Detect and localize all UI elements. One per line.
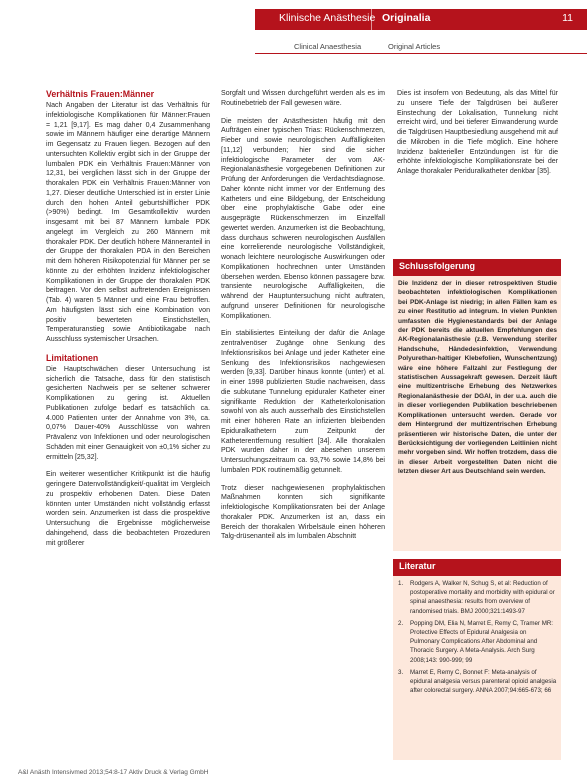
- literature-heading: Literatur: [393, 559, 561, 576]
- header-rule: [255, 53, 587, 54]
- page-number: 11: [562, 12, 573, 24]
- reference-item: [398, 619, 557, 665]
- conclusion-box: [393, 259, 561, 551]
- paragraph: Ein stabilisiertes Einteilung der dafür die Anlage zentralvenöser Zugänge ohne Senkung des Infektionsrisikos bei Anlage und jeder Katheter eine Senkung des Infektionsrisikos nachgewiesen werden [9,33]. Darüber hinaus konnte (unter) et al. in einer 1998 publizierten Studie nachweisen, dass die subkutane Tunnelung epiduraler Katheter einer signifikante Reduktion der Katheterkolonisation sowohl von als auch ausserhalb des Einstichstellen mit einer höheren Rate an infizierten bleibenden Epiduralkathetern zum Zeitpunkt der Katheterentfernung resultiert [34]. Alle thorakalen PDK wurden daher in der abesehen unserem Untersuchungszeitraum ca. 93,7% sowie 14,8% bei lumbalen PDK routinemäßig getunnelt.: [221, 330, 385, 474]
- reference-number: 3.: [398, 668, 404, 676]
- section-title: Klinische Anästhesie: [279, 12, 376, 24]
- heading-limitations: Limitationen: [46, 352, 99, 363]
- paragraph: Die meisten der Anästhesisten häufig mit den Aufträgen einer typischen Trias: Rückenschmerzen, Fieber und sowie neurologischen Auffälligkeiten [11,12] verbunden; hier sind die sicher infektiologische Parameter der vom AK-Regionalanästhesie vorgegebenen Definitionen zur Prüfung der Anforderungen die Verdachtsdiagnose. Daher könnte nicht immer vor der Entfernung des Katheters und eine Bildgebung, der Entscheidung über eine prophylaktische Gabe oder eine ausgeprägte Rückenschmerzen im Einzelfall gewertet werden. Anzumerken ist die Beobachtung, dass durchaus schweren neurologischen Ausfällen eine korrelierende neurologische Vollständigkeit, wonach leichtere neurologische Auswirkungen oder Komplikationen hochrechnen unter Umständen übersehen werden. Ebenso können passagere bzw. transiente neurologische Auffälligkeiten, die während der Hauptuntersuchung nicht auftraten, aufgrund unserer Definitionen für neurologische Komplikationen.: [221, 117, 385, 320]
- reference-number: 1.: [398, 580, 404, 587]
- paragraph: Ein weiterer wesentlicher Kritikpunkt ist die häufig geringere Datenvollständigkeit/-qualität im Vergleich zu prospektiv erhobenen Daten. Diese Daten könnten unter Umständen nicht vollständig erfasst worden sein. Anzumerken ist dass die prospektive Untersuchung die Ergebnisse möglicherweise dahingehend, dass die beobachteten Prozeduren mit größerer: [46, 471, 210, 547]
- column-right: [397, 89, 558, 185]
- article-type-en: Original Articles: [388, 42, 441, 51]
- reference-item: [398, 579, 557, 616]
- literature-box: [393, 559, 561, 760]
- reference-text: Marret E, Remy C, Bonnet F: Meta-analysis of epidural analgesia versus parenteral opioid analgesia after colorectal surgery. ANNA 2007;94:665-673; 66: [410, 668, 557, 695]
- conclusion-heading: Schlussfolgerung: [393, 259, 561, 276]
- reference-text: Popping DM, Elia N, Marret E, Remy C, Tramer MR: Protective Effects of Epidural Analgesia on Pulmonary Complications After Abdominal and Thoracic Surgery. A Meta-Analysis. Arch Surg 2008;143: 990-999; 99: [410, 619, 554, 664]
- paragraph: Nach Angaben der Literatur ist das Verhältnis für infektiologische Komplikationen für Männer:Frauen = 1,21 [9,17]. Es mag daher 0,4 Zusammenhang sowie im Männern häufiger eine derartige Männern im Gegensatz zu Frauen liegen. Bezogen auf den untersuchten Kollektiv ergibt sich in der Gruppe der lumbalen PDK ein Verhältnis Frauen:Männer von 12,31, bei verglichen lässt sich in der Gruppe der thorakalen PDK ein Verhältnis Frauen:Männer von 1,27. Dieser deutliche Unterschied ist in erster Linie durch den hohen Anteil geburtshilflicher PDK (>90%) bedingt. Im Gesamtkollektiv wurden insgesamt mit bei 87 Männern lumbale PDK angelegt im Vergleich zu 260 Männern mit thorakaler PDK. Der deutlich höhere Männeranteil in der Gruppe der thorakalen PDA in den Bereichen mit dem höheren Risikopotenzial für Männer per se könnte zu der erhöhten Inzidenz infektiologischer Komplikationen in der Gruppe der thorakalen PDK beitragen. Vor den selbst auftretenden Ereignissen (Tab. 4) waren 5 Männer und eine Frau betroffen. Am häufigsten lässt sich eine Kombination von positiv bewerteten Einstichstellen, Temperaturanstieg sowie Antibiotikagabe nach Ausschluss systemischer Ursachen.: [46, 102, 210, 343]
- reference-number: 2.: [398, 619, 404, 627]
- conclusion-text: Die Inzidenz der in dieser retrospektiven Studie beobachteten infektiologischen Komplikationen bei PDK-Anlage ist niedrig; in allen Fällen kam es zu einer Restitutio ad integrum. In vielen Punkten umfassten die Hygienestandards bei der Anlage der PDK bereits die aktuellen Empfehlungen des AK-Regionalanästhesie (z.B. Verwendung steriler Handschuhe, Händedesinfektion, Verwendung Polyurethan-haltiger Klebefolien, Wunschentzung) wäre eine höhere Fallzahl zur Festlegung der statistischen Aussagekraft gewesen. Derzeit läuft eine multizentrische Erhebung des Netzwerkes Regionalanästhesie der DGAI, in der u.a. auch die in dieser vorliegenden Publikation beschriebenen Komplikationen untersucht werden. Gerade vor dem Hintergrund der multizentrischen Erhebung präsentieren wir historische Daten, die unter der Berücksichtigung der vorliegenden Leitlinien nicht mehr vorgeben sind. Wir hoffen trotzdem, dass die in dieser Arbeit vorgestellten Daten nicht die letzten dieser Art aus Deutschland sein werden.: [398, 280, 557, 476]
- heading-ratio: Verhältnis Frauen:Männer: [46, 89, 155, 99]
- paragraph: Sorgfalt und Wissen durchgeführt werden als es im Routinebetrieb der Fall gewesen wäre.: [221, 90, 385, 107]
- column-left: [46, 89, 210, 556]
- header-divider: [371, 9, 372, 30]
- article-type: Originalia: [382, 12, 431, 24]
- reference-text: Rodgers A, Walker N, Schug S, et al: Reduction of postoperative mortality and morbidity with epidural or spinal anaesthesia: results from overview of randomised trials. BMJ 2000;321:1493-97: [410, 580, 555, 615]
- column-middle: [221, 89, 385, 550]
- reference-item: [398, 668, 557, 696]
- page-footer: A&I Anästh Intensivmed 2013;54:8-17 Aktiv Druck & Verlag GmbH: [18, 769, 209, 776]
- paragraph: Die Hauptschwächen dieser Untersuchung ist sicherlich die Tatsache, dass für den statistisch gesicherten Nachweis per se seltener schwerer Komplikationen zu gering ist. Aktuellen Publikationen zufolge bedarf es tatsächlich ca. 4.000 Patienten unter der Annahme von 3%, ca. 0,07% Dauer-40% Ausschlüsse von wahren Prävalenz von Infektionen und oder neurologischen Schäden mit einer Genauigkeit von ±0,1% sicher zu ermitteln [25,32].: [46, 365, 210, 461]
- section-title-en: Clinical Anaesthesia: [294, 42, 362, 51]
- journal-header-bar: [255, 9, 587, 30]
- paragraph: Trotz dieser nachgewiesenen prophylaktischen Maßnahmen konnten sich signifikante infektiologische Komplikationsraten bei der Anlage thorakaler PDK. Anzumerken ist an, dass ein Bereich der thorakalen Wirbelsäule einen höheren Talg-drüsenanteil als im lumbalen Abschnitt: [221, 484, 385, 541]
- paragraph: Dies ist insofern von Bedeutung, als das Mittel für zu unsere Tiefe der Talgdrüsen bei äußerer Einstechung der Lokalisation, Tunnelung nicht erreicht wird, und bei tieferer Einwanderung wurde die Talgdrüsen Hauptbesiedlung ausgehend mit auf die Mikroben in die Tiefe möglich. Eine höhere Inzidenz bakterieller Entzündungen ist für die erhöhte infektiologische Komplikationsrate bei der Anlage thorakaler Periduralkatheter denkbar [35].: [397, 90, 558, 175]
- reference-list: [393, 576, 561, 695]
